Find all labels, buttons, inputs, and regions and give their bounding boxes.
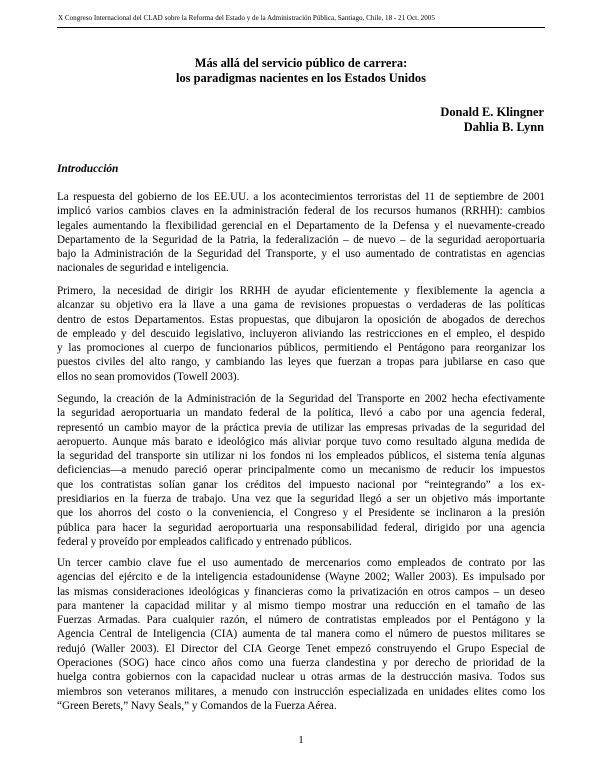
paragraph-line: Agencia Central de Inteligencia (CIA) aumenta de tal manera como el número de puestos militares se (57, 628, 545, 641)
paragraph-line: y las promociones al cuerpo de funcionarios públicos, permitiendo el Pentágono para reorganizar los (57, 342, 545, 355)
paragraph-line: Primero, la necesidad de dirigir los RRHH de ayudar eficientemente y flexiblemente la agencia a (57, 285, 545, 297)
paragraph-line: para mantener la capacidad militar y al mismo tiempo mostrar una reducción en el tamaño de las (57, 599, 545, 612)
page-number: 1 (298, 734, 304, 746)
paragraph-line: “Green Berets,” Navy Seals,” y Comandos de la Fuerza Aérea. (57, 699, 337, 712)
paragraph-line: Segundo, la creación de la Administración de la Seguridad del Transporte en 2002 hecha efectivamente (57, 393, 545, 405)
paragraph-line: la seguridad del transporte sin utilizar ni los fondos ni los empleados públicos, el sistema tenía algunas (57, 450, 545, 463)
paragraph-line: que los contratistas solían ganar los créditos del impuesto nacional por “reintegrando” a los ex- (57, 478, 545, 491)
paragraph-line: implicó varios cambios claves en la administración federal de los recursos humanos (RRHH): cambios (57, 205, 545, 218)
paragraph-line: redujó (Waller 2003). El Director del CIA George Tenet empezó construyendo el Grupo Especial de (57, 642, 545, 655)
author-1: Donald E. Klingner (440, 105, 544, 119)
paragraph-line: Fuerzas Armadas. Para cualquier razón, el número de contratistas empleados por el Pentágono y la (57, 614, 545, 627)
paragraph-line: federal y proveído por empleados calificado y entrenado públicos. (57, 535, 352, 548)
paragraph-line: deficiencias—a menudo pareció operar principalmente como un mecanismo de reducir los impuestos (57, 464, 545, 477)
paragraph-line: nacionales de seguridad e inteligencia. (57, 262, 229, 275)
paragraph-line: la seguridad aeroportuaria un mandato federal de la política, llevó a cabo por una agencia federal, (57, 407, 545, 420)
paragraph-line: huelga contra gobiernos con la capacidad nuclear u otras armas de la destrucción masiva. Todos sus (57, 671, 545, 684)
paragraph-line: puestos civiles del alto rango, y cambiando las leyes que fuerzan a tropas para jubilarse en caso que (57, 356, 545, 369)
paragraph-line: Un tercer cambio clave fue el uso aumentado de mercenarios como empleados de contrato por las (57, 557, 545, 569)
paragraph-4 (57, 556, 545, 713)
paragraph-line: aeropuerto. Aunque más barato e ideológico más aliviar porque tuvo como resultado alguna medida de (57, 435, 545, 448)
paragraph-line: representó un cambio mayor de la práctica previa de utilizar las empresas privadas de la seguridad del (57, 421, 545, 434)
paper-title-line-1: Más allá del servicio público de carrera: (194, 56, 408, 70)
paragraph-line: Operaciones (SOG) hace cinco años como una fuerza clandestina y por derecho de prioridad de la (57, 657, 545, 670)
paragraph-line: legales aumentando la flexibilidad gerencial en el Departamento de la Defensa y el nuevamente-creado (57, 219, 545, 232)
paragraph-line: pública para hacer la seguridad aeroportuaria una responsabilidad federal, dirigido por una agencia (57, 521, 545, 534)
paragraph-line: agencias del ejército e de la inteligencia estadounidense (Wayne 2002; Waller 2003). Es impulsado por (57, 571, 545, 584)
paragraph-line: de empleado y del descuido legislativo, incluyeron aliviando las restricciones en el empleo, el despido (57, 327, 545, 340)
paragraph-line: dentro de estos Departamentos. Estas propuestas, que dibujaron la oposición de abogados de derechos (57, 313, 545, 326)
paragraph-1 (57, 190, 545, 276)
paragraph-2 (57, 284, 545, 384)
paragraph-line: las mismas consideraciones ideológicas y financieras como la privatización en otros campos – un deseo (57, 585, 545, 598)
paper-title-line-2: los paradigmas nacientes en los Estados Unidos (176, 71, 426, 85)
paragraph-line: ellos no sean promovidos (Towell 2003). (57, 370, 240, 383)
paragraph-3 (57, 392, 545, 549)
paragraph-line: Departamento de la Seguridad de la Patria, la federalización – de nuevo – de la seguridad aeroportuaria (57, 233, 545, 246)
running-header: X Congreso Internacional del CLAD sobre la Reforma del Estado y de la Administración Pública, Santiago, Chile, 18 - 21 Oct. 2005 (58, 14, 435, 22)
header-divider (57, 27, 545, 28)
paragraph-line: bajo la Administración de la Seguridad del Transporte, y el uso aumentado de contratistas en agencias (57, 248, 545, 261)
author-2: Dahlia B. Lynn (463, 120, 544, 134)
paragraph-line: presidiarios en la fuerza de trabajo. Una vez que la seguridad llegó a ser un objetivo más importante (57, 493, 545, 506)
paragraph-line: La respuesta del gobierno de los EE.UU. a los acontecimientos terroristas del 11 de septiembre de 2001 (57, 191, 545, 203)
section-heading: Introducción (57, 163, 119, 175)
paragraph-line: que los ahorros del costo o la conveniencia, el Congreso y el Presidente se inclinaron a la presión (57, 507, 545, 520)
paragraph-line: alcanzar su objetivo era la llave a una gama de revisiones propuestas o verdaderas de las políticas (57, 299, 545, 312)
paragraph-line: miembros son veteranos militares, a menudo con instrucción especializada en unidades elites como los (57, 685, 545, 698)
